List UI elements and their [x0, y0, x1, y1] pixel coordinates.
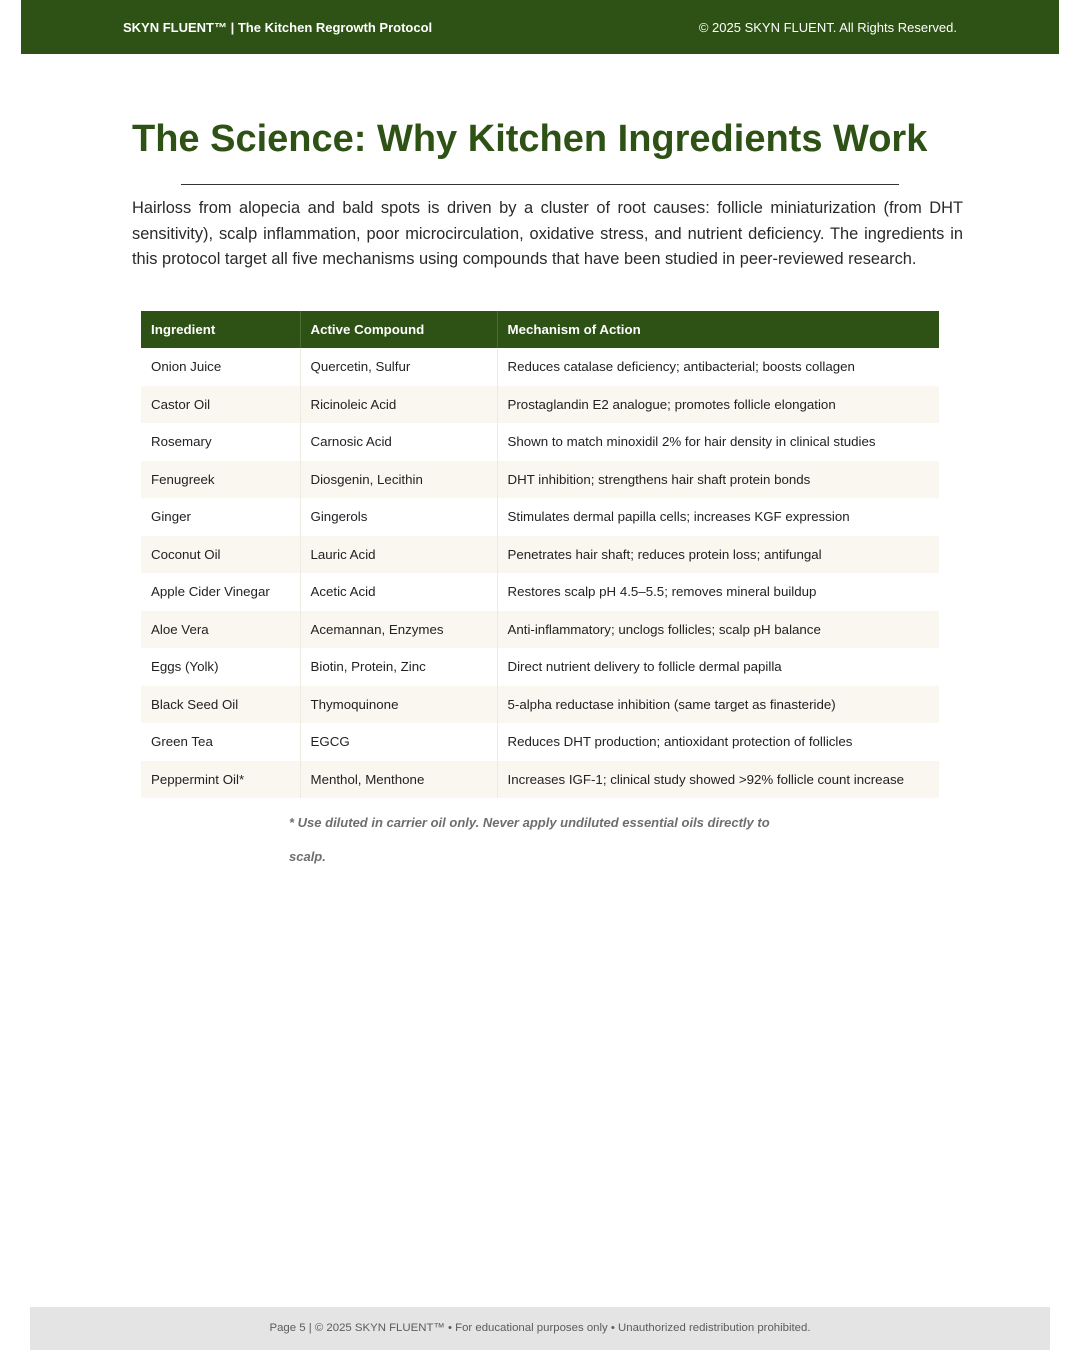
compound-cell: Ricinoleic Acid — [300, 386, 497, 424]
column-header-ingredient: Ingredient — [141, 311, 300, 348]
compound-cell: Acetic Acid — [300, 573, 497, 611]
table-row — [141, 761, 939, 799]
mechanism-cell: Prostaglandin E2 analogue; promotes follicle elongation — [497, 386, 939, 424]
mechanism-cell: Direct nutrient delivery to follicle dermal papilla — [497, 648, 939, 686]
table-row — [141, 423, 939, 461]
header-copyright: © 2025 SKYN FLUENT. All Rights Reserved. — [698, 20, 957, 35]
footer-band — [30, 1307, 1050, 1350]
table-row — [141, 686, 939, 724]
ingredients-table — [141, 311, 939, 798]
mechanism-cell: Reduces DHT production; antioxidant protection of follicles — [497, 723, 939, 761]
ingredient-cell: Green Tea — [141, 723, 300, 761]
compound-cell: Menthol, Menthone — [300, 761, 497, 799]
table-row — [141, 648, 939, 686]
ingredient-cell: Coconut Oil — [141, 536, 300, 574]
ingredient-cell: Peppermint Oil* — [141, 761, 300, 799]
title-divider — [181, 184, 899, 185]
compound-cell: Quercetin, Sulfur — [300, 348, 497, 386]
compound-cell: EGCG — [300, 723, 497, 761]
ingredient-cell: Rosemary — [141, 423, 300, 461]
table-header-row — [141, 311, 939, 348]
ingredient-cell: Onion Juice — [141, 348, 300, 386]
ingredient-cell: Black Seed Oil — [141, 686, 300, 724]
mechanism-cell: Restores scalp pH 4.5–5.5; removes mineral buildup — [497, 573, 939, 611]
header-title: SKYN FLUENT™ | The Kitchen Regrowth Protocol — [123, 20, 433, 35]
table-row — [141, 536, 939, 574]
ingredient-cell: Aloe Vera — [141, 611, 300, 649]
ingredient-cell: Castor Oil — [141, 386, 300, 424]
compound-cell: Carnosic Acid — [300, 423, 497, 461]
ingredient-cell: Eggs (Yolk) — [141, 648, 300, 686]
table-row — [141, 611, 939, 649]
header-band — [21, 0, 1059, 54]
table-row — [141, 348, 939, 386]
mechanism-cell: Anti-inflammatory; unclogs follicles; scalp pH balance — [497, 611, 939, 649]
table-row — [141, 498, 939, 536]
mechanism-cell: Penetrates hair shaft; reduces protein loss; antifungal — [497, 536, 939, 574]
compound-cell: Thymoquinone — [300, 686, 497, 724]
mechanism-cell: Increases IGF-1; clinical study showed >92% follicle count increase — [497, 761, 939, 799]
table-row — [141, 461, 939, 499]
compound-cell: Biotin, Protein, Zinc — [300, 648, 497, 686]
table-row — [141, 723, 939, 761]
ingredient-cell: Ginger — [141, 498, 300, 536]
column-header-active-compound: Active Compound — [300, 311, 497, 348]
compound-cell: Gingerols — [300, 498, 497, 536]
compound-cell: Diosgenin, Lecithin — [300, 461, 497, 499]
table-footnote: * Use diluted in carrier oil only. Never apply undiluted essential oils directly to scalp. — [289, 815, 770, 864]
footer-text: Page 5 | © 2025 SKYN FLUENT™ • For educational purposes only • Unauthorized redistribution prohibited. — [269, 1322, 811, 1334]
mechanism-cell: 5-alpha reductase inhibition (same target as finasteride) — [497, 686, 939, 724]
compound-cell: Acemannan, Enzymes — [300, 611, 497, 649]
intro-paragraph: Hairloss from alopecia and bald spots is driven by a cluster of root causes: follicle miniaturization (from DHT sensitivity), scalp inflammation, poor microcirculation, oxidative stress, and nutrient deficiency. The ingredients in this protocol target all five mechanisms using compounds that have been studied in peer-reviewed research. — [132, 199, 963, 268]
ingredient-cell: Apple Cider Vinegar — [141, 573, 300, 611]
table-row — [141, 573, 939, 611]
mechanism-cell: DHT inhibition; strengthens hair shaft protein bonds — [497, 461, 939, 499]
mechanism-cell: Reduces catalase deficiency; antibacterial; boosts collagen — [497, 348, 939, 386]
mechanism-cell: Stimulates dermal papilla cells; increases KGF expression — [497, 498, 939, 536]
ingredient-cell: Fenugreek — [141, 461, 300, 499]
mechanism-cell: Shown to match minoxidil 2% for hair density in clinical studies — [497, 423, 939, 461]
page-title: The Science: Why Kitchen Ingredients Work — [132, 118, 928, 160]
table-row — [141, 386, 939, 424]
column-header-mechanism: Mechanism of Action — [497, 311, 939, 348]
compound-cell: Lauric Acid — [300, 536, 497, 574]
